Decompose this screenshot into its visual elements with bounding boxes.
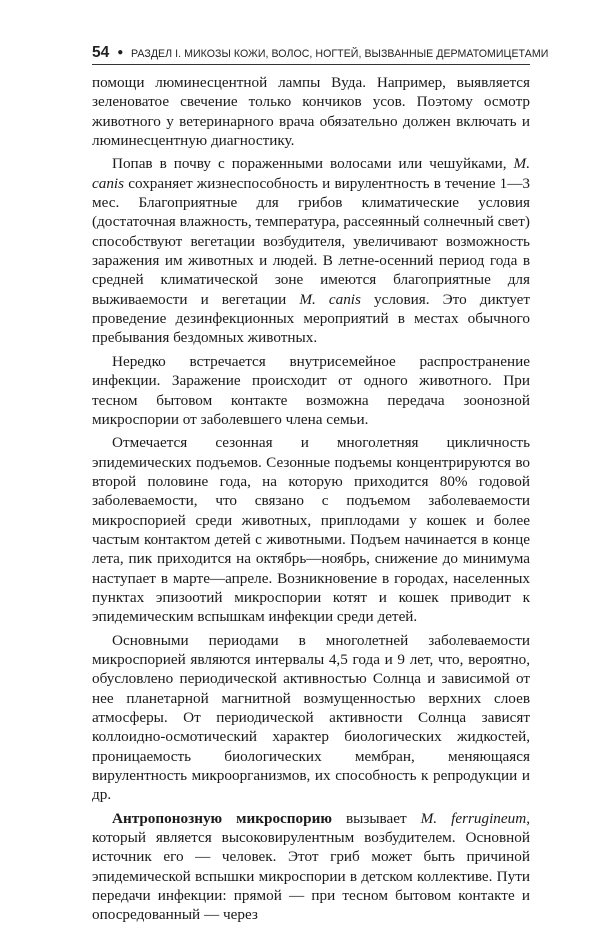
body-text [92, 73, 530, 925]
paragraph-2-text-e: условия. Это диктует проведение дезинфекционных мероприятий в местах обычного пребывания бездомных животных. [92, 290, 530, 347]
paragraph-6-text-d: , который является высоковирулентным возбудителем. Основной источник его — человек. Этот гриб может быть причиной эпидемической вспышки микроспории в детском коллективе. Пути передачи инфекции: прямой — при тесном бытовом контакте и опосредованный — через [92, 809, 530, 924]
paragraph-1-text: помощи люминесцентной лампы Вуда. Например, выявляется зеленоватое свечение только кончиков усов. Поэтому осмотр животного у ветеринарного врача обязательно должен включать и люминесцентную диагностику. [92, 74, 530, 150]
bold-term: Антропонозную микроспорию [112, 809, 332, 827]
paragraph-6 [92, 809, 530, 925]
paragraph-6-text-b: вызывает [345, 809, 407, 827]
paragraph-2-text-a: Попав в почву с пораженными волосами или чешуйками, [112, 155, 507, 173]
species-name: M. ferrugineum [420, 809, 527, 827]
paragraph-1 [92, 73, 530, 150]
paragraph-5 [92, 631, 530, 805]
paragraph-5-text: Основными периодами в многолетней заболеваемости микроспорией являются интервалы 4,5 года и 9 лет, что, вероятно, обусловлено периодической активностью Солнца и зависимой от нее планетарной магнитной возмущенностью верхних слоев атмосферы. От периодической активности Солнца зависят коллоидно-осмотический характер биологических жидкостей, проницаемость биологических мембран, меняющаяся вирулентность микроорганизмов, их способность к репродукции и др. [92, 631, 530, 804]
species-name: M. canis [92, 155, 530, 192]
paragraph-4 [92, 433, 530, 626]
paragraph-2-text-c: сохраняет жизнеспособность и вирулентность в течение 1—3 мес. Благоприятные для грибов климатические условия (достаточная влажность, температура, рассеянный солнечный свет) способствуют вегетации возбудителя, увеличивают возможность заражения им животных и людей. В летне-осенний период года в средней климатической зоне имеются благоприятные для выживаемости и вегетации [92, 174, 531, 308]
header-divider [92, 64, 530, 65]
bullet-icon: ● [117, 47, 124, 58]
section-title: РАЗДЕЛ I. МИКОЗЫ КОЖИ, ВОЛОС, НОГТЕЙ, ВЫЗВАННЫЕ ДЕРМАТОМИЦЕТАМИ [131, 48, 549, 60]
paragraph-2 [92, 154, 530, 347]
paragraph-4-text: Отмечается сезонная и многолетняя цикличность эпидемических подъемов. Сезонные подъемы концентрируются во второй половине года, на которую приходится 80% годовой заболеваемости, что связано с подъемом заболеваемости микроспорией среди животных, приплодами у кошек и более частым контактом детей с животными. Подъем начинается в конце лета, пик приходится на октябрь—ноябрь, снижение до минимума наступает в марте—апреле. Возникновение в городах, населенных пунктах эпизоотий микроспории котят и кошек приводит к эпидемическим вспышкам инфекции среди детей. [92, 434, 530, 626]
page-number: 54 [92, 44, 110, 61]
paragraph-3 [92, 352, 530, 429]
paragraph-3-text: Нередко встречается внутрисемейное распространение инфекции. Заражение происходит от одного животного. При тесном бытовом контакте возможна передача зоонозной микроспории от заболевшего члена семьи. [92, 352, 530, 428]
species-name: M. canis [299, 290, 361, 308]
running-head [92, 44, 549, 62]
